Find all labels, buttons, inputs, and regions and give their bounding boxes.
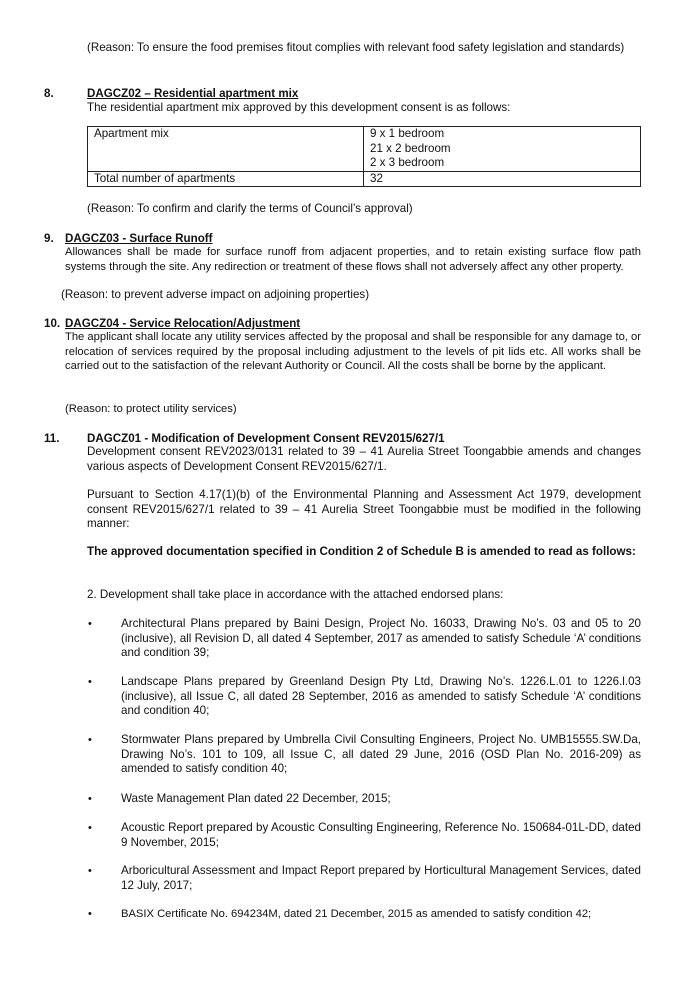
bullet-icon: • <box>88 793 92 805</box>
table-cell-label: Apartment mix <box>88 127 364 172</box>
apartment-mix-table <box>87 126 641 187</box>
bullet-icon: • <box>88 908 92 920</box>
list-item: Architectural Plans prepared by Baini Design, Project No. 16033, Drawing No’s. 03 and 05 to 20 (inclusive), all Revision D, all dated 4 September, 2017 as amended to satisfy Schedule ‘A’ conditions and condition 39; <box>121 617 641 659</box>
condition-11-bold-text: The approved documentation specified in Condition 2 of Schedule B is amended to read as follows: <box>87 545 636 558</box>
condition-8-text: The residential apartment mix approved by this development consent is as follows: <box>87 101 511 114</box>
table-cell-line: 2 x 3 bedroom <box>370 156 445 169</box>
list-item: Acoustic Report prepared by Acoustic Consulting Engineering, Reference No. 150684-01L-DD, dated 9 November, 2015; <box>121 821 641 849</box>
condition-11-item-2: 2. Development shall take place in accordance with the attached endorsed plans: <box>87 588 504 601</box>
condition-11-number: 11. <box>44 432 60 445</box>
list-item: Waste Management Plan dated 22 December, 2015; <box>121 792 391 805</box>
intro-reason: (Reason: To ensure the food premises fitout complies with relevant food safety legislation and standards) <box>87 41 625 54</box>
table-cell-value: 32 <box>364 171 641 187</box>
condition-10-text: The applicant shall locate any utility services affected by the proposal and shall be responsible for any damage to, or relocation of services required by the proposal including adjustment to the levels of pit lids etc. All works shall be carried out to the satisfaction of the relevant Authority or Council. All the costs shall be borne by the applicant. <box>65 331 641 372</box>
table-cell-line: 9 x 1 bedroom <box>370 127 445 140</box>
condition-8-reason: (Reason: To confirm and clarify the terms of Council’s approval) <box>87 202 413 215</box>
bullet-icon: • <box>88 822 92 834</box>
bullet-icon: • <box>88 676 92 688</box>
table-cell-line: 21 x 2 bedroom <box>370 141 451 155</box>
condition-8-number: 8. <box>44 87 54 100</box>
condition-8-heading: DAGCZ02 – Residential apartment mix <box>87 87 299 100</box>
condition-9-heading: DAGCZ03 - Surface Runoff <box>65 232 213 245</box>
list-item: Landscape Plans prepared by Greenland Design Pty Ltd, Drawing No’s. 1226.L.01 to 1226.l.03 (inclusive), all Issue C, all dated 28 September, 2016 as amended to satisfy Schedule ‘A’ conditions and condition 40; <box>121 675 641 717</box>
condition-9-text: Allowances shall be made for surface runoff from adjacent properties, and to retain existing surface flow path systems through the site. Any redirection or treatment of these flows shall not adversely affect any other property. <box>65 246 641 273</box>
condition-10-number: 10. <box>44 317 61 330</box>
condition-11-heading: DAGCZ01 - Modification of Development Consent REV2015/627/1 <box>87 432 445 445</box>
condition-9-number: 9. <box>44 232 54 245</box>
table-row <box>88 171 641 187</box>
list-item: Arboricultural Assessment and Impact Report prepared by Horticultural Management Services, dated 12 July, 2017; <box>121 864 641 892</box>
table-cell-label: Total number of apartments <box>88 171 364 187</box>
condition-9-reason: (Reason: to prevent adverse impact on adjoining properties) <box>61 288 370 301</box>
condition-10-heading: DAGCZ04 - Service Relocation/Adjustment <box>65 317 301 330</box>
condition-11-text-2: Pursuant to Section 4.17(1)(b) of the Environmental Planning and Assessment Act 1979, development consent REV2015/627/1 related to 39 – 41 Aurelia Street Toongabbie must be modified in the following manner: <box>87 488 641 530</box>
bullet-icon: • <box>88 618 92 630</box>
condition-11-text-1: Development consent REV2023/0131 related to 39 – 41 Aurelia Street Toongabbie amends and changes various aspects of Development Consent REV2015/627/1. <box>87 445 641 473</box>
list-item: BASIX Certificate No. 694234M, dated 21 December, 2015 as amended to satisfy condition 42; <box>121 908 592 920</box>
list-item: Stormwater Plans prepared by Umbrella Civil Consulting Engineers, Project No. UMB15555.SW.Da, Drawing No’s. 101 to 109, all Issue C, all dated 29 June, 2016 (OSD Plan No. 2016-209) as amended to satisfy condition 40; <box>121 733 641 775</box>
bullet-icon: • <box>88 734 92 746</box>
table-cell-values <box>364 127 641 172</box>
condition-10-reason: (Reason: to protect utility services) <box>65 403 237 415</box>
bullet-icon: • <box>88 865 92 877</box>
table-row <box>88 127 641 172</box>
